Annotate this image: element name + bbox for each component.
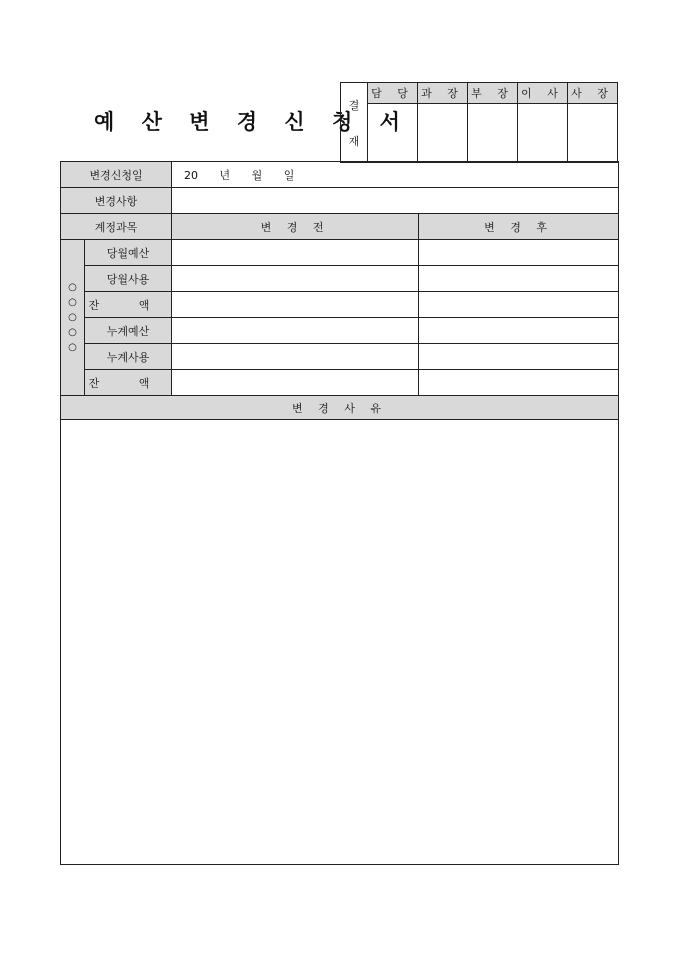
change-item-label: 변경사항 xyxy=(61,188,172,214)
date-label: 변경신청일 xyxy=(61,162,172,188)
bullet-icon: ○ xyxy=(68,282,77,293)
after-cumulative-usage[interactable] xyxy=(419,344,619,370)
before-monthly-budget[interactable] xyxy=(172,240,419,266)
row-label-cumulative-usage: 누계사용 xyxy=(85,344,172,370)
row-label-cumulative-budget: 누계예산 xyxy=(85,318,172,344)
approval-sign-department-head[interactable] xyxy=(468,104,518,163)
date-year-unit: 년 xyxy=(219,168,231,182)
after-monthly-usage[interactable] xyxy=(419,266,619,292)
approval-sign-section-chief[interactable] xyxy=(418,104,468,163)
after-monthly-balance[interactable] xyxy=(419,292,619,318)
budget-change-form xyxy=(60,161,619,865)
approval-role-section-chief: 과 장 xyxy=(418,83,468,104)
row-label-cumulative-balance: 잔 액 xyxy=(85,370,172,396)
account-bullet-column xyxy=(61,240,85,396)
account-label: 계정과목 xyxy=(61,214,172,240)
date-month-unit: 월 xyxy=(251,168,263,182)
after-cumulative-budget[interactable] xyxy=(419,318,619,344)
before-monthly-balance[interactable] xyxy=(172,292,419,318)
bullet-icon: ○ xyxy=(68,342,77,353)
date-year-prefix: 20 xyxy=(184,168,199,182)
bullet-icon: ○ xyxy=(68,327,77,338)
approval-sign-president[interactable] xyxy=(568,104,618,163)
approval-label-bottom: 재 xyxy=(348,134,360,148)
bullet-icon: ○ xyxy=(68,297,77,308)
row-label-monthly-budget: 당월예산 xyxy=(85,240,172,266)
date-field[interactable] xyxy=(172,162,619,188)
after-monthly-budget[interactable] xyxy=(419,240,619,266)
approval-box xyxy=(340,82,618,163)
reason-field[interactable] xyxy=(61,420,619,865)
approval-role-staff: 담 당 xyxy=(368,83,418,104)
before-cumulative-usage[interactable] xyxy=(172,344,419,370)
approval-role-president: 사 장 xyxy=(568,83,618,104)
before-cumulative-budget[interactable] xyxy=(172,318,419,344)
after-header: 변 경 후 xyxy=(419,214,619,240)
change-item-field[interactable] xyxy=(172,188,619,214)
before-cumulative-balance[interactable] xyxy=(172,370,419,396)
row-label-monthly-balance: 잔 액 xyxy=(85,292,172,318)
before-monthly-usage[interactable] xyxy=(172,266,419,292)
bullet-icon: ○ xyxy=(68,312,77,323)
reason-header: 변 경 사 유 xyxy=(61,396,619,420)
after-cumulative-balance[interactable] xyxy=(419,370,619,396)
date-day-unit: 일 xyxy=(283,168,295,182)
before-header: 변 경 전 xyxy=(172,214,419,240)
approval-sign-staff[interactable] xyxy=(368,104,418,163)
approval-role-department-head: 부 장 xyxy=(468,83,518,104)
approval-role-director: 이 사 xyxy=(518,83,568,104)
approval-label xyxy=(341,83,368,163)
approval-sign-director[interactable] xyxy=(518,104,568,163)
approval-label-top: 결 xyxy=(348,98,360,112)
row-label-monthly-usage: 당월사용 xyxy=(85,266,172,292)
page-title: 예 산 변 경 신 청 서 xyxy=(94,109,410,134)
